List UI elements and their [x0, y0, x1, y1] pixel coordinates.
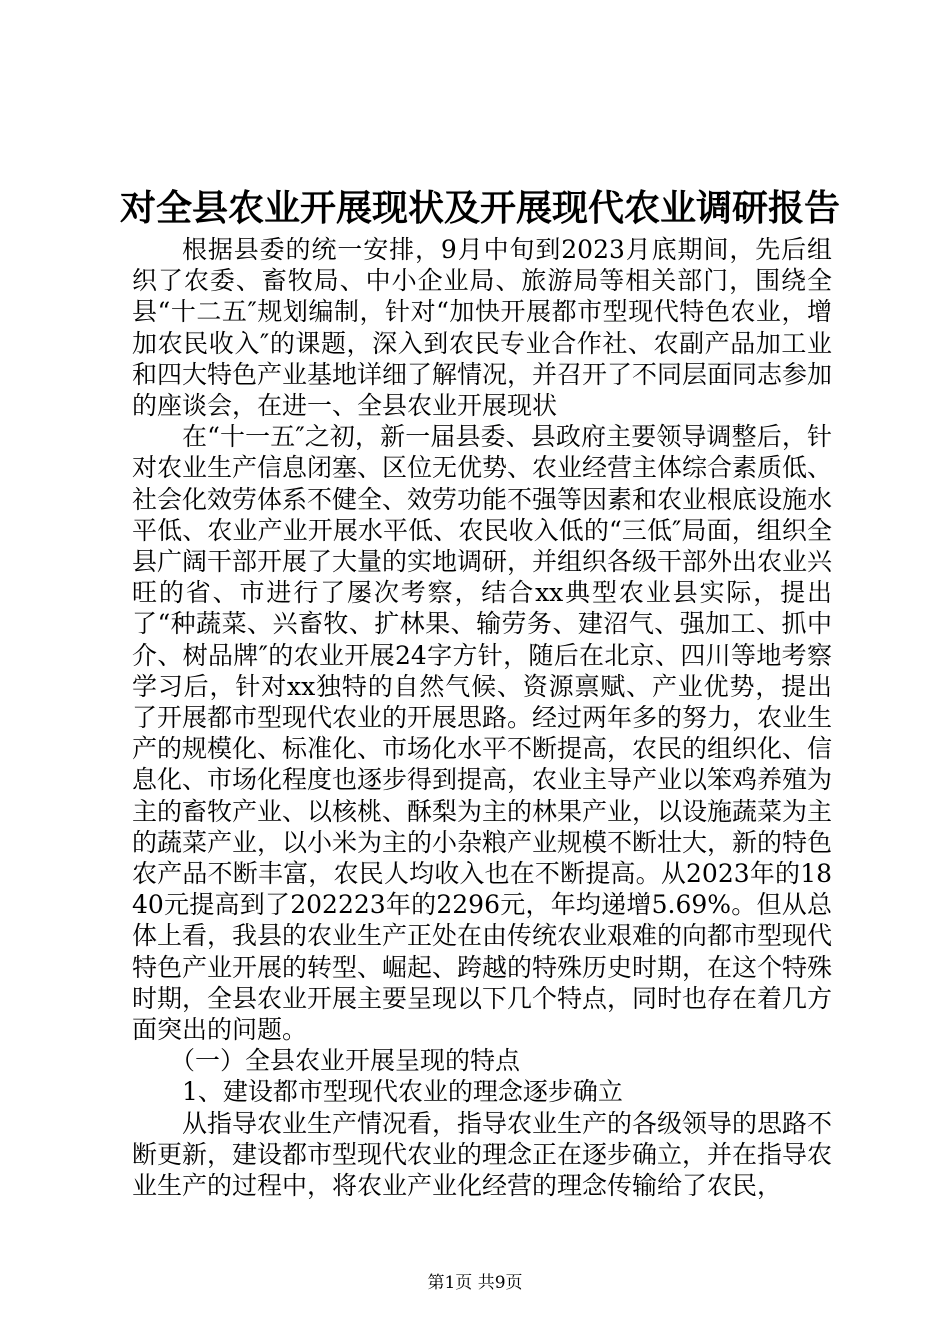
subsection-heading: 1、建设都市型现代农业的理念逐步确立 [182, 1077, 623, 1107]
document-title: 对全县农业开展现状及开展现代农业调研报告 [119, 187, 840, 229]
section-heading: （一）全县农业开展呈现的特点 [170, 1046, 521, 1076]
document-body [132, 234, 832, 1201]
paragraph-2: 在“十一五″之初，新一届县委、县政府主要领导调整后，针对农业生产信息闭塞、区位无优势、农业经营主体综合素质低、社会化效劳体系不健全、效劳功能不强等因素和农业根底设施水平低、农业产业开展水平低、农民收入低的“三低″局面，组织全县广阔干部开展了大量的实地调研，并组织各级干部外出农业兴旺的省、市进行了屡次考察，结合xx典型农业县实际，提出了“种蔬菜、兴畜牧、扩林果、输劳务、建沼气、强加工、抓中介、树品牌″的农业开展24字方针，随后在北京、四川等地考察学习后，针对xx独特的自然气候、资源禀赋、产业优势，提出了开展都市型现代农业的开展思路。经过两年多的努力，农业生产的规模化、标准化、市场化水平不断提高，农民的组织化、信息化、市场化程度也逐步得到提高，农业主导产业以笨鸡养殖为主的畜牧产业、以核桃、酥梨为主的林果产业，以设施蔬菜为主的蔬菜产业，以小米为主的小杂粮产业规模不断壮大，新的特色农产品不断丰富，农民人均收入也在不断提高。从2023年的1840元提高到了202223年的2296元，年均递增5.69%。但从总体上看，我县的农业生产正处在由传统农业艰难的向都市型现代特色产业开展的转型、崛起、跨越的特殊历史时期，在这个特殊时期，全县农业开展主要呈现以下几个特点，同时也存在着几方面突出的问题。 [132, 422, 833, 1045]
paragraph-3: 从指导农业生产情况看，指导农业生产的各级领导的思路不断更新，建设都市型现代农业的理念正在逐步确立，并在指导农业生产的过程中，将农业产业化经营的理念传输给了农民， [132, 1108, 833, 1201]
paragraph-1: 根据县委的统一安排，9月中旬到2023月底期间，先后组织了农委、畜牧局、中小企业局、旅游局等相关部门，围绕全县“十二五″规划编制，针对“加快开展都市型现代特色农业，增加农民收入″的课题，深入到农民专业合作社、农副产品加工业和四大特色产业基地详细了解情况，并召开了不同层面同志参加的座谈会，在进一、全县农业开展现状 [132, 235, 833, 421]
page-footer: 第1页 共9页 [427, 1273, 523, 1293]
